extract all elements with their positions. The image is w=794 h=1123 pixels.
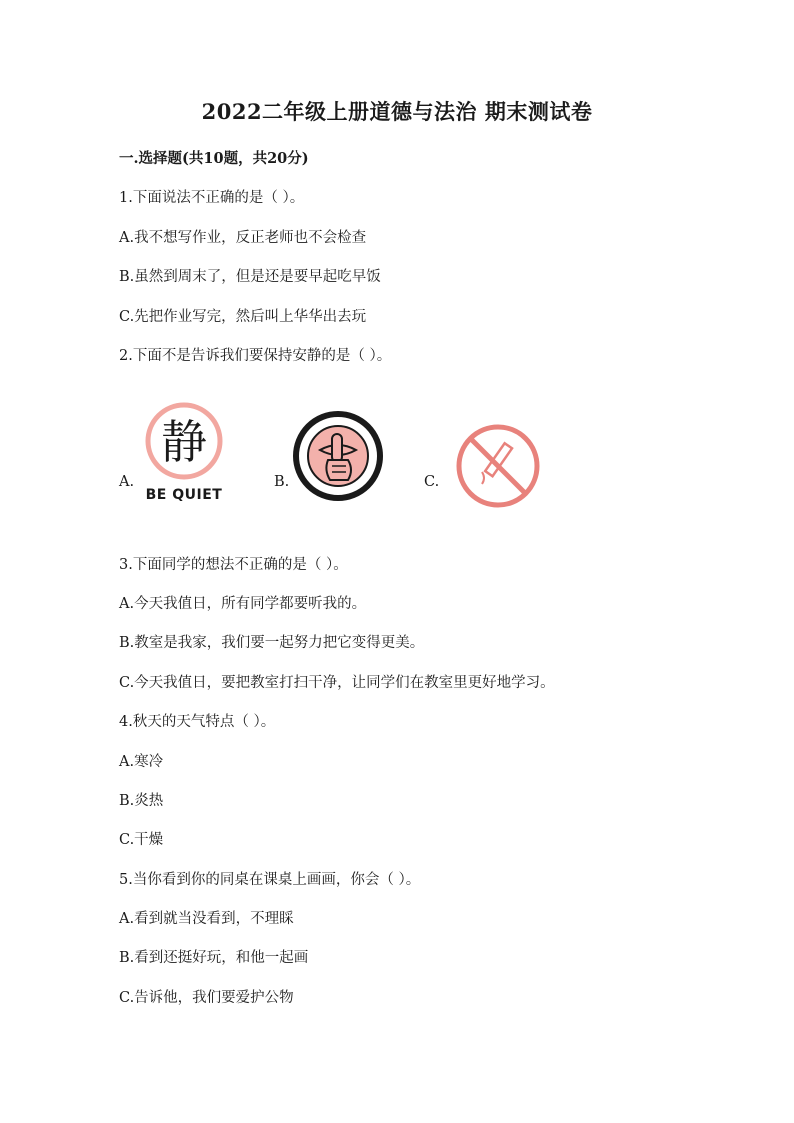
question-4-option-a: A.寒冷	[119, 754, 164, 770]
question-5-option-c: C.告诉他，我们要爱护公物	[119, 990, 294, 1006]
question-3-option-b: B.教室是我家，我们要一起努力把它变得更美。	[119, 635, 425, 651]
question-1-option-b: B.虽然到周末了，但是还是要早起吃早饭	[119, 269, 381, 285]
question-5-option-a: A.看到就当没看到，不理睬	[119, 911, 294, 927]
question-2-option-c-label: C.	[424, 474, 440, 490]
question-1-option-a: A.我不想写作业，反正老师也不会检查	[119, 230, 367, 246]
question-4-stem: 4.秋天的天气特点（ ）。	[119, 714, 276, 730]
question-1-option-c: C.先把作业写完，然后叫上华华出去玩	[119, 309, 367, 325]
question-3-option-a: A.今天我值日，所有同学都要听我的。	[119, 596, 367, 612]
quiet-sign-glyph: 静	[161, 415, 207, 469]
question-4-option-c: C.干燥	[119, 832, 164, 848]
question-2-option-a-label: A.	[119, 474, 135, 490]
question-3-stem: 3.下面同学的想法不正确的是（ ）。	[119, 557, 348, 573]
question-4-option-b: B.炎热	[119, 793, 164, 809]
no-smoking-icon	[452, 420, 546, 512]
question-5-stem: 5.当你看到你的同桌在课桌上画画，你会（ ）。	[119, 872, 421, 888]
quiet-sign-icon	[138, 398, 234, 508]
question-2-stem: 2.下面不是告诉我们要保持安静的是（ ）。	[119, 348, 392, 364]
question-2-option-b-label: B.	[274, 474, 290, 490]
question-3-option-c: C.今天我值日，要把教室打扫干净，让同学们在教室里更好地学习。	[119, 675, 555, 691]
quiet-sign-caption: BE QUIET	[145, 487, 223, 503]
section-heading: 一.选择题(共10题，共20分)	[119, 150, 309, 167]
shush-finger-icon	[290, 410, 386, 502]
exam-title: 2022二年级上册道德与法治 期末测试卷	[201, 99, 593, 124]
question-5-option-b: B.看到还挺好玩，和他一起画	[119, 950, 309, 966]
question-1-stem: 1.下面说法不正确的是（ ）。	[119, 190, 305, 206]
